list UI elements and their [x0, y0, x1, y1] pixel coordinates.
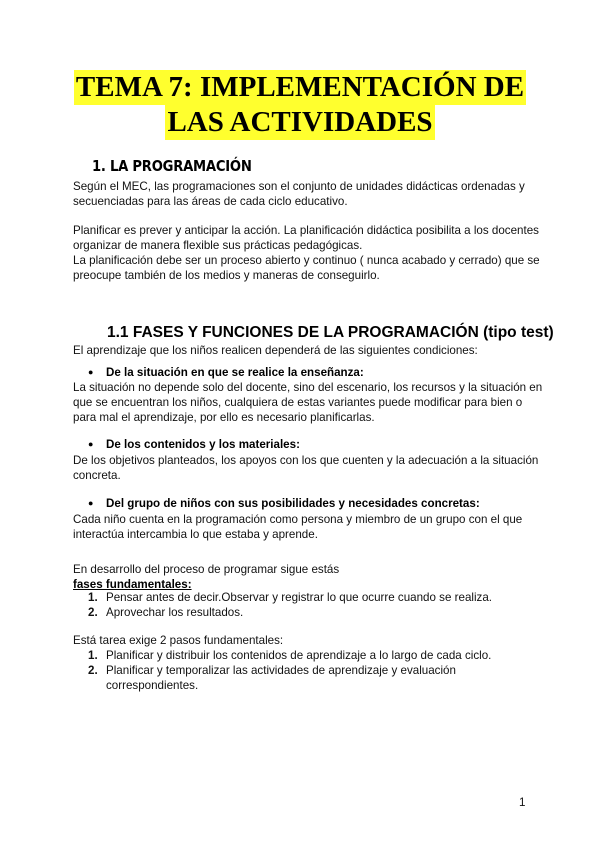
phases-list	[88, 590, 492, 620]
title-line-2: LAS ACTIVIDADES	[167, 106, 433, 138]
section-2-heading: 1.1 FASES Y FUNCIONES DE LA PROGRAMACIÓN (tipo test)	[107, 324, 554, 341]
list-item: 2. Aprovechar los resultados.	[88, 606, 244, 619]
document-title	[0, 70, 600, 140]
page-number: 1	[519, 796, 526, 809]
condition-1-text: La situación no depende solo del docente, sino del escenario, los recursos y la situación en que se encuentran los niños, cualquiera de estas variantes puede modificar para bien o para mal el aprendizaje, por ello es necesario planificarlas.	[73, 381, 543, 424]
list-item-continuation: correspondientes.	[106, 679, 199, 692]
condition-3-title: ● Del grupo de niños con sus posibilidades y necesidades concretas:	[88, 497, 480, 510]
section-1-heading: 1. LA PROGRAMACIÓN	[92, 157, 252, 175]
list-item: 1. Pensar antes de decir.Observar y registrar lo que ocurre cuando se realiza.	[88, 591, 493, 604]
list-item: 1. Planificar y distribuir los contenidos de aprendizaje a lo largo de cada ciclo.	[88, 649, 492, 662]
condition-2-text: De los objetivos planteados, los apoyos con los que cuenten y la adecuación a la situación concreta.	[73, 454, 539, 482]
condition-3-text: Cada niño cuenta en la programación como persona y miembro de un grupo con el que interactúa intercambia lo que estaba y aprende.	[73, 513, 523, 541]
bullet-icon: ●	[88, 367, 94, 377]
list-item: 2. Planificar y temporalizar las actividades de aprendizaje y evaluación	[88, 664, 456, 677]
section-1-paragraph-2: Planificar es prever y anticipar la acción. La planificación didáctica posibilita a los docentes organizar de manera flexible sus prácticas pedagógicas. La planificación debe ser un proceso abierto y continuo ( nunca acabado y cerrado) que se preocupe también de los medios y maneras de conseguirlo.	[73, 224, 540, 282]
steps-list	[88, 648, 491, 693]
section-2-intro: El aprendizaje que los niños realicen dependerá de las siguientes condiciones:	[73, 344, 478, 357]
steps-intro: Está tarea exige 2 pasos fundamentales:	[73, 634, 284, 647]
condition-1-title: ● De la situación en que se realice la enseñanza:	[88, 366, 364, 379]
section-1-paragraph-1: Según el MEC, las programaciones son el conjunto de unidades didácticas ordenadas y secuenciadas para las áreas de cada ciclo educativo.	[73, 180, 525, 208]
fases-fundamentales-emphasis: fases fundamentales:	[73, 578, 192, 591]
bullet-icon: ●	[88, 498, 94, 508]
bullet-icon: ●	[88, 439, 94, 449]
title-line-1: TEMA 7: IMPLEMENTACIÓN DE	[75, 71, 525, 103]
condition-2-title: ● De los contenidos y los materiales:	[88, 438, 300, 451]
process-sentence: En desarrollo del proceso de programar sigue estás fases fundamentales:	[73, 562, 543, 592]
